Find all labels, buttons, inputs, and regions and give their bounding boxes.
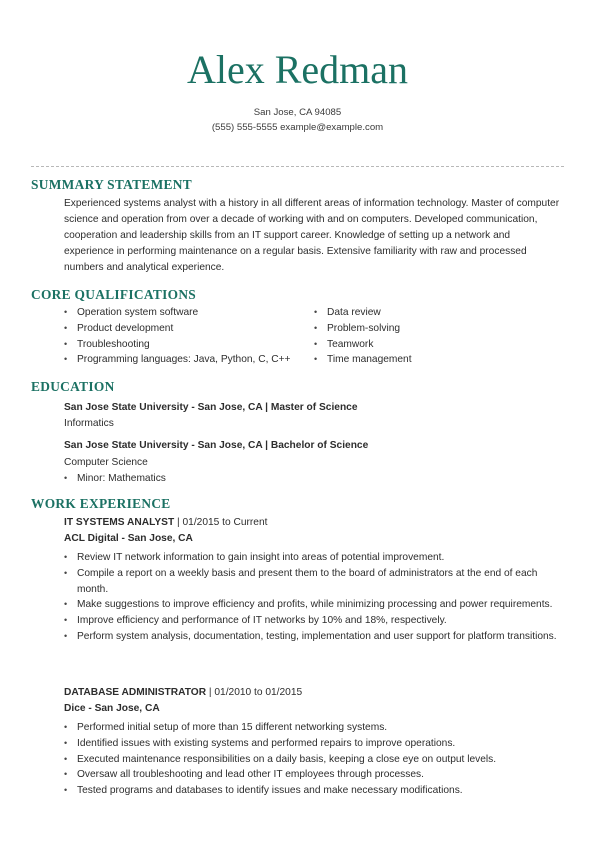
qualifications-right-list	[314, 305, 554, 368]
qualifications-left-list	[64, 305, 304, 368]
list-item: • Problem-solving	[314, 321, 554, 337]
contact-phone-email: (555) 555-5555 example@example.com	[211, 122, 384, 133]
list-item: • Executed maintenance responsibilities on a daily basis, keeping a close eye on output levels.	[64, 752, 564, 768]
list-item: • Time management	[314, 352, 554, 368]
list-item: • Oversaw all troubleshooting and lead other IT employees through processes.	[64, 767, 564, 783]
job-role: IT SYSTEMS ANALYST	[64, 517, 175, 528]
list-item: • Product development	[64, 321, 304, 337]
list-item: • Improve efficiency and performance of IT networks by 10% and 18%, respectively.	[64, 613, 564, 629]
job-dates: | 01/2010 to 01/2015	[206, 687, 303, 698]
list-item: • Operation system software	[64, 305, 304, 321]
education-field-2: Computer Science	[64, 457, 148, 468]
job-title-line-2	[64, 686, 302, 700]
list-item: • Minor: Mathematics	[64, 471, 464, 487]
list-item: • Perform system analysis, documentation, testing, implementation and user support for platform transitions.	[64, 629, 564, 645]
education-school-1: San Jose State University - San Jose, CA | Master of Science	[64, 402, 358, 413]
list-item: • Teamwork	[314, 337, 554, 353]
list-item: • Performed initial setup of more than 15 different networking systems.	[64, 720, 564, 736]
header-divider	[31, 166, 564, 167]
list-item: • Compile a report on a weekly basis and present them to the board of administrators at the end of each month.	[64, 566, 564, 598]
education-heading: EDUCATION	[31, 379, 115, 394]
job-title-line-1	[64, 516, 267, 530]
summary-text: Experienced systems analyst with a history in all different areas of information technology. Master of computer science and operation from over a decade of working with and on computers. Developed communication, cooperation and leadership skills from an IT support career. Knowledge of setting up a network and experience in performing maintenance on a regular basis. Extensive familiarity with raw and processed numbers and analytical experience.	[64, 198, 560, 273]
list-item: • Review IT network information to gain insight into areas of potential improvement.	[64, 550, 564, 566]
list-item: • Troubleshooting	[64, 337, 304, 353]
list-item: • Make suggestions to improve efficiency and profits, while minimizing processing and power requirements.	[64, 597, 564, 613]
list-item: • Tested programs and databases to identify issues and make necessary modifications.	[64, 783, 564, 799]
summary-heading: SUMMARY STATEMENT	[31, 177, 192, 192]
education-field-1: Informatics	[64, 418, 114, 429]
contact-address: San Jose, CA 94085	[253, 107, 342, 118]
job-company-1: ACL Digital - San Jose, CA	[64, 533, 193, 544]
education-minor-list	[64, 471, 464, 487]
job-dates: | 01/2015 to Current	[174, 517, 268, 528]
list-item: • Data review	[314, 305, 554, 321]
list-item: • Programming languages: Java, Python, C, C++	[64, 352, 304, 368]
job-bullets-1	[64, 550, 564, 645]
candidate-name: Alex Redman	[186, 47, 409, 92]
job-company-2: Dice - San Jose, CA	[64, 703, 160, 714]
job-role: DATABASE ADMINISTRATOR	[64, 687, 207, 698]
list-item: • Identified issues with existing systems and performed repairs to improve operations.	[64, 736, 564, 752]
job-bullets-2	[64, 720, 564, 799]
qualifications-heading: CORE QUALIFICATIONS	[31, 287, 197, 302]
experience-heading: WORK EXPERIENCE	[31, 496, 171, 511]
education-school-2: San Jose State University - San Jose, CA | Bachelor of Science	[64, 440, 369, 451]
